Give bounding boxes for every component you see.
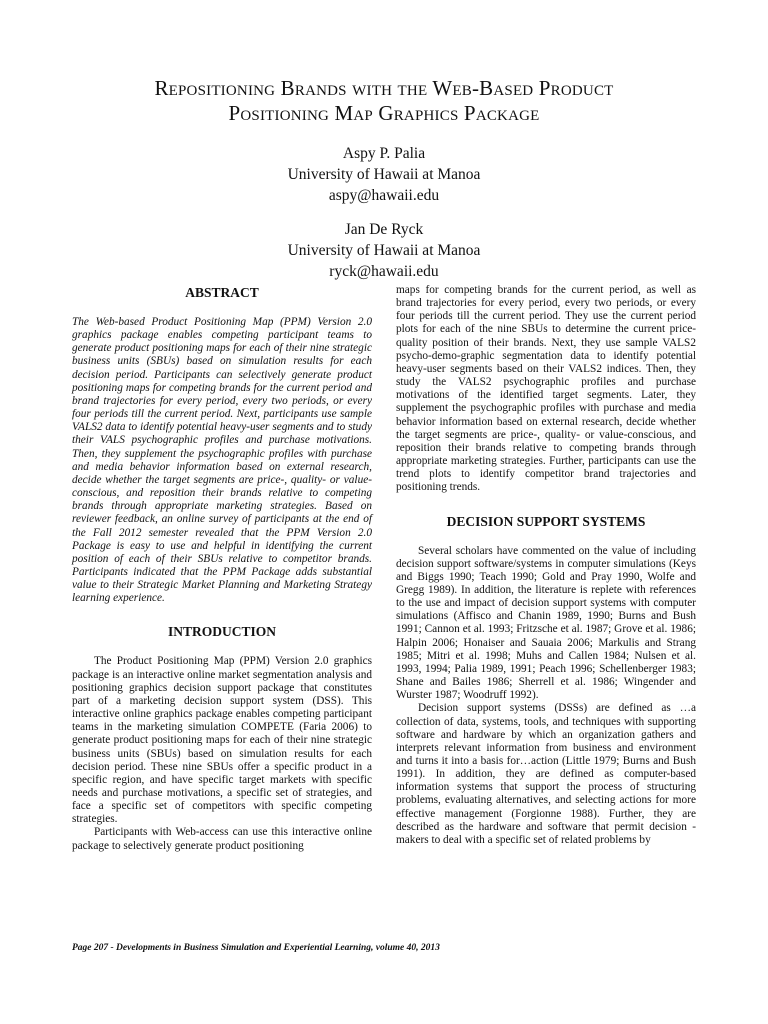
dss-paragraph-2: Decision support systems (DSSs) are defined as …a collection of data, systems, tools, and techniques with supporting software and hardware by which an organization gathers and interprets relevant information from business and environment and turns it into a basis for…action (Little 1979; Burns and Bush 1991). In addition, they are defined as computer-based information systems that support the process of structuring problems, evaluating alternatives, and selecting actions for more effective management (Forgionne 1988). Further, they are described as the hardware and software that permit decision -makers to deal with a specific set of related problems by <box>396 702 696 846</box>
abstract-heading: ABSTRACT <box>185 285 259 300</box>
author-name: Jan De Ryck <box>344 221 424 238</box>
dss-paragraph-1: Several scholars have commented on the value of including decision support software/systems in computer simulations (Keys and Biggs 1990; Teach 1990; Gold and Pray 1990, Wolfe and Gregg 1989). In addition, the literature is replete with references to the use and impact of decision support systems with computer simulations (Affisco and Chanin 1989, 1990; Burns and Bush 1991; Cannon et al. 1993; Fritzsche et al. 1987; Grove et al. 1986; Halpin 2006; Honaiser and Sauaia 2006; Markulis and Strang 1985; Mitri et al. 1998; Muhs and Callen 1984; Nulsen et al. 1993, 1994; Palia 1989, 1991; Peach 1996; Schellenberger 1983; Shane and Bailes 1986; Sherrell et al. 1986; Wingender and Wurster 1987; Woodruff 1992). <box>396 544 696 702</box>
author-email: aspy@hawaii.edu <box>328 187 440 204</box>
author-name: Aspy P. Palia <box>342 145 426 162</box>
introduction-paragraph-2: Participants with Web-access can use this interactive online package to selectively generate product positioning <box>72 826 372 852</box>
introduction-paragraph-2-continued: maps for competing brands for the current period, as well as brand trajectories for every period, every two periods, or every four periods till the current period. They use the current period plots for each of the nine SBUs to determine the current price-quality position of their brands. Next, they use sample VALS2 psycho-demo-graphic segmentation data to identify potential heavy-user segments based on their VALS2 indices. Then, they study the VALS2 psychographic profiles and purchase motivations of the identified target segments. Later, they supplement the psychographic profiles with purchase and media behavior information based on external research, decide whether the target segments are price-, quality- or value-conscious, and reposition their brands relative to competing brands through appropriate marketing strategies. Further, participants can use the trend plots to identify competitor brand trajectories and positioning trends. <box>396 284 696 494</box>
author-block-1 <box>0 143 768 206</box>
title-line-1: Repositioning Brands with the Web-Based Product <box>154 76 614 100</box>
left-column <box>72 284 372 853</box>
abstract-text: The Web-based Product Positioning Map (PPM) Version 2.0 graphics package enables competing participant teams to generate product positioning maps for each of their nine strategic business units (SBUs) based on simulation results for each decision period. Participants can selectively generate product positioning maps for competing brands for the current period and brand trajectories for every period, every two periods, or every four periods till the current period. Next, participants use sample VALS2 data to identify potential heavy-user segments and to study their VALS psychographic profiles and purchase motivations. Then, they supplement the psychographic profiles with purchase and media behavior information based on external research, decide whether the target segments are price-, quality- or value-conscious, and reposition their brands relative to competing brands through appropriate marketing strategies. Based on reviewer feedback, an online survey of participants at the end of the Fall 2012 semester revealed that the PPM Version 2.0 Package is easy to use and helpful in identifying the current position of each of their SBUs relative to competitor brands. Participants indicated that the PPM Package adds substantial value to their Strategic Market Planning and Marketing Strategy learning experience. <box>72 316 372 605</box>
title-line-2: Positioning Map Graphics Package <box>228 101 540 125</box>
author-email: ryck@hawaii.edu <box>329 263 439 280</box>
page-footer: Page 207 - Developments in Business Simulation and Experiential Learning, volume 40, 2013 <box>72 943 440 953</box>
author-block-2 <box>0 219 768 282</box>
introduction-paragraph-1: The Product Positioning Map (PPM) Version 2.0 graphics package is an interactive online market segmentation analysis and positioning graphics decision support package that constitutes part of a marketing decision support system (DSS). This interactive online graphics package enables competing participant teams in the marketing simulation COMPETE (Faria 2006) to generate product positioning maps for each of their nine strategic business units (SBUs) based on simulation results for each decision period. These nine SBUs offer a specific product in a specific region, and have specific target markets with specific needs and purchase motivations, a specific set of strategies, and face a specific set of competitors with specific competing strategies. <box>72 655 372 826</box>
introduction-heading: INTRODUCTION <box>167 624 276 640</box>
right-column <box>396 284 696 847</box>
paper-title <box>60 76 708 126</box>
author-affiliation: University of Hawaii at Manoa <box>287 242 481 259</box>
author-affiliation: University of Hawaii at Manoa <box>287 166 481 183</box>
dss-heading: DECISION SUPPORT SYSTEMS <box>446 513 646 529</box>
